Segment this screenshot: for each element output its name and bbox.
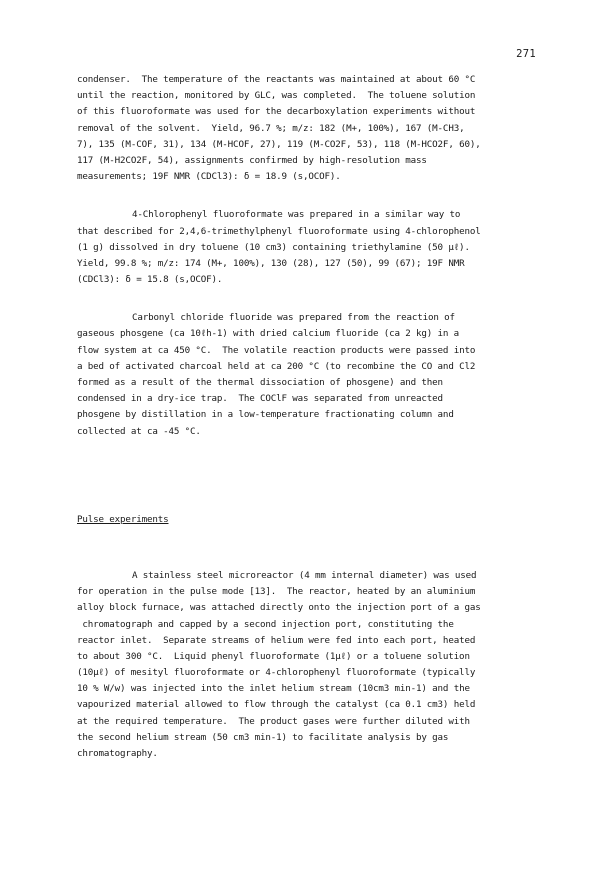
text-line: the second helium stream (50 cm3 min-1) to facilitate analysis by gas bbox=[77, 731, 449, 743]
text-line: alloy block furnace, was attached directly onto the injection port of a gas bbox=[77, 602, 481, 614]
text-line: to about 300 °C. Liquid phenyl fluoroformate (1µℓ) or a toluene solution bbox=[77, 650, 470, 662]
paragraph-pulse-experiments bbox=[77, 568, 547, 762]
text-line: Yield, 99.8 %; m/z: 174 (M+, 100%), 130 (28), 127 (50), 99 (67); 19F NMR bbox=[77, 257, 465, 269]
text-line: of this fluoroformate was used for the decarboxylation experiments without bbox=[77, 106, 476, 118]
text-line: that described for 2,4,6-trimethylphenyl fluoroformate using 4-chlorophenol bbox=[77, 225, 481, 237]
text-line: (10µℓ) of mesityl fluoroformate or 4-chlorophenyl fluoroformate (typically bbox=[77, 667, 476, 679]
text-line: 10 % W/w) was injected into the inlet helium stream (10cm3 min-1) and the bbox=[77, 683, 470, 695]
text-line: measurements; 19F NMR (CDCl3): δ = 18.9 (s,OCOF). bbox=[77, 171, 341, 183]
page-number: 271 bbox=[516, 48, 536, 60]
text-line: chromatograph and capped by a second injection port, constituting the bbox=[77, 618, 454, 630]
text-line: 4-Chlorophenyl fluoroformate was prepared in a similar way to bbox=[132, 209, 461, 221]
paragraph-synthesis-end bbox=[77, 72, 547, 185]
text-line: (1 g) dissolved in dry toluene (10 cm3) containing triethylamine (50 µℓ). bbox=[77, 241, 470, 253]
page-body bbox=[77, 72, 547, 778]
text-line: removal of the solvent. Yield, 96.7 %; m/z: 182 (M+, 100%), 167 (M-CH3, bbox=[77, 122, 465, 134]
text-line: vapourized material allowed to flow through the catalyst (ca 0.1 cm3) held bbox=[77, 699, 476, 711]
paragraph-chlorophenyl bbox=[77, 207, 547, 288]
text-line: condensed in a dry-ice trap. The COClF was separated from unreacted bbox=[77, 393, 443, 405]
text-line: until the reaction, monitored by GLC, was completed. The toluene solution bbox=[77, 90, 476, 102]
text-line: formed as a result of the thermal dissociation of phosgene) and then bbox=[77, 377, 443, 388]
text-line: reactor inlet. Separate streams of helium were fed into each port, heated bbox=[77, 634, 476, 646]
text-line: Carbonyl chloride fluoride was prepared from the reaction of bbox=[132, 312, 455, 324]
text-line: flow system at ca 450 °C. The volatile reaction products were passed into bbox=[77, 344, 476, 356]
text-line: collected at ca -45 °C. bbox=[77, 425, 201, 437]
text-line: condenser. The temperature of the reactants was maintained at about 60 °C bbox=[77, 74, 476, 85]
text-line: A stainless steel microreactor (4 mm internal diameter) was used bbox=[132, 569, 477, 581]
text-line: 117 (M-H2CO2F, 54), assignments confirmed by high-resolution mass bbox=[77, 154, 427, 166]
text-line: gaseous phosgene (ca 10ℓh-1) with dried calcium fluoride (ca 2 kg) in a bbox=[77, 328, 460, 340]
text-line: (CDCl3): δ = 15.8 (s,OCOF). bbox=[77, 274, 223, 286]
text-line: phosgene by distillation in a low-temperature fractionating column and bbox=[77, 409, 454, 421]
text-line: a bed of activated charcoal held at ca 200 °C (to recombine the CO and Cl2 bbox=[77, 360, 476, 372]
text-line: at the required temperature. The product gases were further diluted with bbox=[77, 715, 470, 727]
paragraph-carbonyl-chloride-fluoride bbox=[77, 310, 547, 440]
text-line: for operation in the pulse mode [13]. The reactor, heated by an aluminium bbox=[77, 586, 476, 598]
section-heading: Pulse experiments bbox=[77, 513, 169, 525]
text-line: chromatography. bbox=[77, 748, 158, 760]
text-line: 7), 135 (M-COF, 31), 134 (M-HCOF, 27), 119 (M-CO2F, 53), 118 (M-HCO2F, 60), bbox=[77, 138, 481, 150]
